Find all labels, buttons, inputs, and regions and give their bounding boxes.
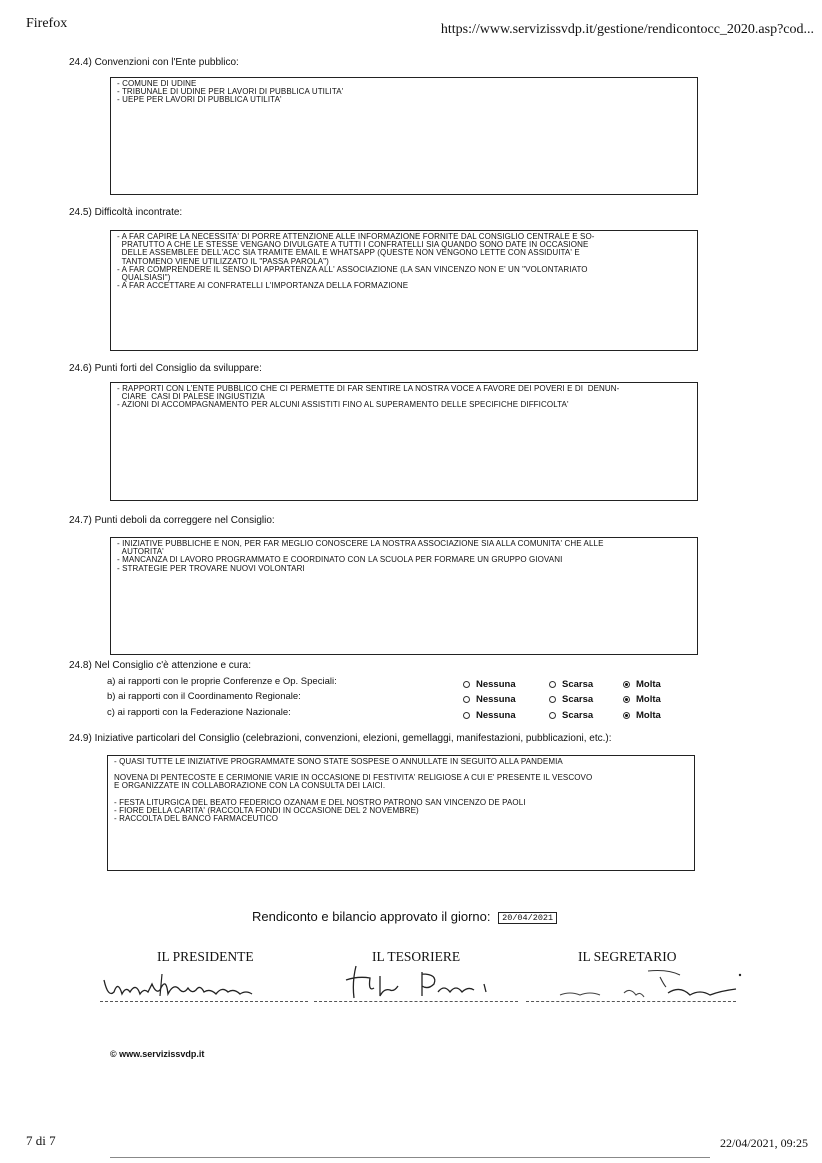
treasurer-title: IL TESORIERE: [372, 949, 461, 964]
radio-option-label: Molta: [636, 679, 661, 690]
section-24-7-box: [110, 537, 698, 655]
text-line: - FESTA LITURGICA DEL BEATO FEDERICO OZANAM E DEL NOSTRO PATRONO SAN VINCENZO DE PAOLI: [114, 797, 526, 807]
section-24-7-label: 24.7) Punti deboli da correggere nel Consiglio:: [69, 515, 275, 526]
radio-option-label: Molta: [636, 694, 661, 705]
text-line: - QUASI TUTTE LE INIZIATIVE PROGRAMMATE SONO STATE SOSPESE O ANNULLATE IN SEGUITO ALLA PANDEMIA: [114, 757, 563, 766]
radio-option-label: Nessuna: [476, 679, 516, 690]
radio-option-label: Scarsa: [562, 710, 594, 721]
section-24-8-label: 24.8) Nel Consiglio c'è attenzione e cura:: [69, 660, 252, 671]
section-24-5-box: [110, 230, 698, 351]
section-24-4-label: 24.4) Convenzioni con l'Ente pubblico:: [69, 57, 239, 68]
bottom-divider: [110, 1157, 710, 1158]
text-line: - MANCANZA DI LAVORO PROGRAMMATO E COORDINATO CON LA SCUOLA PER FORMARE UN GRUPPO GIOVANI: [117, 555, 563, 565]
secretary-signature: [540, 965, 750, 1003]
text-line: - UEPE PER LAVORI DI PUBBLICA UTILITA': [117, 95, 282, 105]
text-line: PRATUTTO A CHE LE STESSE VENGANO DIVULGATE A TUTTI I CONFRATELLI SIA QUANDO SONO DATE IN OCCASIONE: [117, 240, 589, 250]
radio-option-scarsa[interactable]: [549, 694, 593, 705]
print-timestamp: 22/04/2021, 09:25: [719, 1136, 808, 1150]
text-line: - STRATEGIE PER TROVARE NUOVI VOLONTARI: [117, 563, 305, 573]
text-line: - COMUNE DI UDINE: [117, 79, 197, 88]
text-line: - RAPPORTI CON L'ENTE PUBBLICO CHE CI PERMETTE DI FAR SENTIRE LA NOSTRA VOCE A FAVORE DEI POVERI E DI DENUN-: [117, 384, 620, 393]
radio-option-label: Scarsa: [562, 679, 594, 690]
radio-option-label: Nessuna: [476, 710, 516, 721]
radio-button-icon[interactable]: [623, 696, 630, 703]
radio-option-nessuna[interactable]: [463, 694, 516, 705]
treasurer-signature: [318, 962, 498, 1004]
approval-statement: [252, 909, 557, 924]
approval-date: 20/04/2021: [498, 912, 557, 924]
section-24-6-box: [110, 382, 698, 501]
treasurer-signature-line: [314, 1001, 518, 1002]
text-line: QUALSIASI"): [117, 273, 171, 283]
text-line: - TRIBUNALE DI UDINE PER LAVORI DI PUBBLICA UTILITA': [117, 87, 344, 97]
radio-option-label: Nessuna: [476, 694, 516, 705]
approval-label: Rendiconto e bilancio approvato il giorno:: [252, 909, 491, 924]
president-signature-line: [100, 1001, 308, 1002]
radio-button-icon[interactable]: [623, 681, 630, 688]
secretary-signature-line: [526, 1001, 736, 1002]
page-url: https://www.servizissvdp.it/gestione/rendicontocc_2020.asp?cod...: [440, 22, 814, 37]
text-line: AUTORITA': [117, 547, 164, 557]
radio-button-icon[interactable]: [623, 712, 630, 719]
copyright: © www.servizissvdp.it: [110, 1049, 205, 1059]
radio-button-icon[interactable]: [549, 681, 556, 688]
text-line: DELLE ASSEMBLEE DELL'ACC SIA TRAMITE EMAIL E WHATSAPP (QUESTE NON VENGONO LETTE CON ASSIDUITA' E: [117, 248, 580, 258]
radio-option-label: Scarsa: [562, 694, 594, 705]
section-24-4-box: [110, 77, 698, 195]
text-line: NOVENA DI PENTECOSTE E CERIMONIE VARIE IN OCCASIONE DI FESTIVITA' RELIGIOSE A CUI E' PRESENTE IL VESCOVO: [114, 773, 593, 783]
radio-button-icon[interactable]: [549, 696, 556, 703]
text-line: CIARE CASI DI PALESE INGIUSTIZIA: [117, 392, 265, 402]
rating-row-label: c) ai rapporti con la Federazione Nazionale:: [107, 707, 291, 718]
text-line: - A FAR COMPRENDERE IL SENSO DI APPARTENZA ALL' ASSOCIAZIONE (LA SAN VINCENZO NON E' UN "VOLONTARIATO: [117, 264, 588, 274]
radio-option-nessuna[interactable]: [463, 679, 516, 690]
section-24-9-label: 24.9) Iniziative particolari del Consiglio (celebrazioni, convenzioni, elezioni, gemellaggi, manifestazioni, pubblicazioni, etc.):: [69, 733, 612, 744]
page-count: 7 di 7: [26, 1133, 56, 1148]
section-24-6-label: 24.6) Punti forti del Consiglio da sviluppare:: [69, 363, 262, 374]
radio-option-label: Molta: [636, 710, 661, 721]
radio-button-icon[interactable]: [549, 712, 556, 719]
radio-option-molta[interactable]: [623, 694, 661, 705]
text-line: - FIORE DELLA CARITA' (RACCOLTA FONDI IN OCCASIONE DEL 2 NOVEMBRE): [114, 805, 419, 815]
section-24-9-box: [107, 755, 695, 871]
radio-button-icon[interactable]: [463, 696, 470, 703]
text-line: - AZIONI DI ACCOMPAGNAMENTO PER ALCUNI ASSISTITI FINO AL SUPERAMENTO DELLE SPECIFICHE DIFFICOLTA': [117, 400, 569, 410]
browser-app-name: Firefox: [26, 16, 68, 31]
radio-option-molta[interactable]: [623, 710, 661, 721]
radio-button-icon[interactable]: [463, 681, 470, 688]
text-line: TANTOMENO VIENE UTILIZZATO IL "PASSA PAROLA"): [117, 256, 329, 266]
text-line: - A FAR CAPIRE LA NECESSITA' DI PORRE ATTENZIONE ALLE INFORMAZIONE FORNITE DAL CONSIGLIO CENTRALE E SO-: [117, 232, 595, 241]
text-line: - RACCOLTA DEL BANCO FARMACEUTICO: [114, 814, 279, 824]
secretary-title: IL SEGRETARIO: [578, 949, 677, 964]
radio-button-icon[interactable]: [463, 712, 470, 719]
radio-option-scarsa[interactable]: [549, 679, 593, 690]
text-line: - INIZIATIVE PUBBLICHE E NON, PER FAR MEGLIO CONOSCERE LA NOSTRA ASSOCIAZIONE SIA ALLA COMUNITA' CHE ALLE: [117, 539, 604, 548]
president-signature: [100, 968, 260, 1004]
section-24-5-label: 24.5) Difficoltà incontrate:: [69, 207, 183, 218]
text-line: - A FAR ACCETTARE AI CONFRATELLI L'IMPORTANZA DELLA FORMAZIONE: [117, 281, 409, 291]
text-line: E ORGANIZZATE IN COLLABORAZIONE CON LA CONSULTA DEI LAICI.: [114, 781, 386, 791]
president-title: IL PRESIDENTE: [157, 949, 254, 964]
radio-option-scarsa[interactable]: [549, 710, 593, 721]
rating-row-label: a) ai rapporti con le proprie Conferenze e Op. Speciali:: [107, 676, 337, 687]
radio-option-nessuna[interactable]: [463, 710, 516, 721]
radio-option-molta[interactable]: [623, 679, 661, 690]
rating-row-label: b) ai rapporti con il Coordinamento Regionale:: [107, 691, 301, 702]
